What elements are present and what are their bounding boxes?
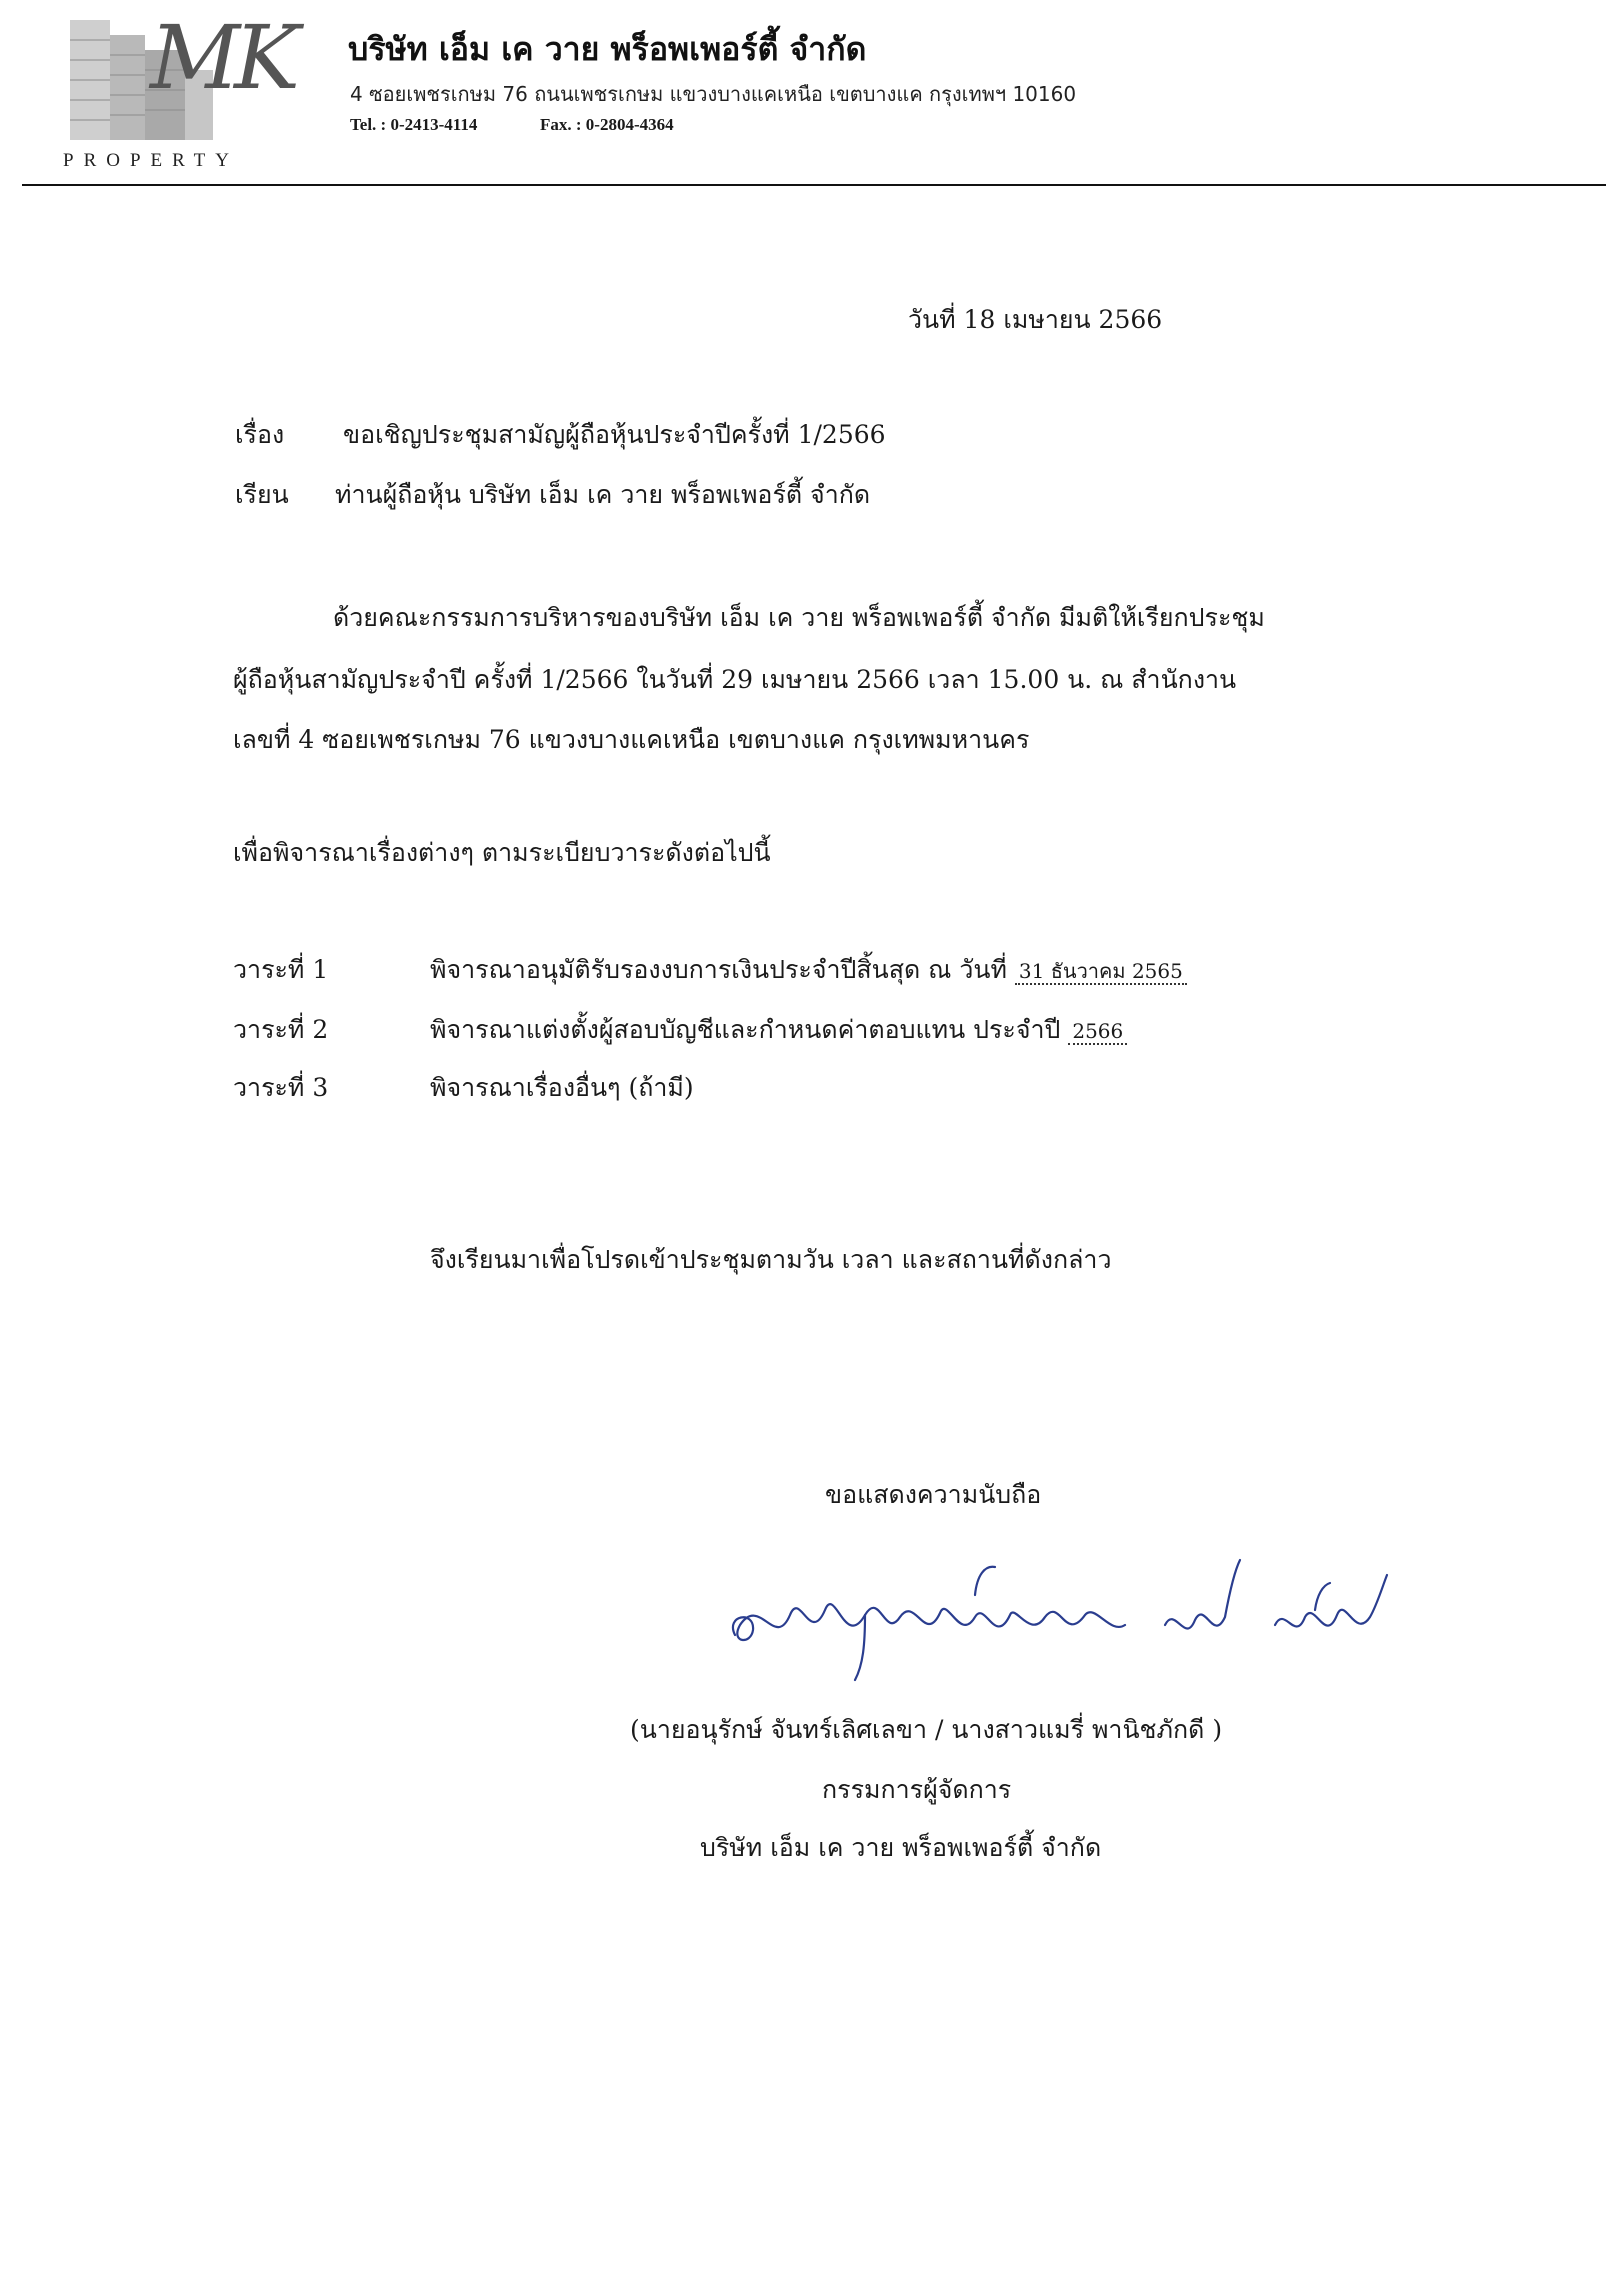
header-divider bbox=[22, 184, 1606, 186]
paragraph-line: เลขที่ 4 ซอยเพชรเกษม 76 แขวงบางแคเหนือ เขตบางแค กรุงเทพมหานคร bbox=[233, 725, 1030, 754]
signatory-title: กรรมการผู้จัดการ bbox=[822, 1775, 1012, 1804]
agenda-item-text: พิจารณาเรื่องอื่นๆ (ถ้ามี) bbox=[430, 1073, 694, 1102]
paragraph-line: ผู้ถือหุ้นสามัญประจำปี ครั้งที่ 1/2566 ในวันที่ 29 เมษายน 2566 เวลา 15.00 น. ณ สำนักงาน bbox=[233, 665, 1237, 694]
paragraph-line: ด้วยคณะกรรมการบริหารของบริษัท เอ็ม เค วาย พร็อพเพอร์ตี้ จำกัด มีมติให้เรียกประชุม bbox=[333, 603, 1265, 632]
company-address: 4 ซอยเพชรเกษม 76 ถนนเพชรเกษม แขวงบางแคเหนือ เขตบางแค กรุงเทพฯ 10160 bbox=[350, 82, 1077, 106]
agenda-item-label: วาระที่ 3 bbox=[233, 1073, 329, 1102]
company-fax: Fax. : 0-2804-4364 bbox=[540, 115, 674, 134]
agenda-item bbox=[430, 950, 1187, 990]
regards-line: ขอแสดงความนับถือ bbox=[825, 1480, 1042, 1509]
agenda-item bbox=[430, 1068, 694, 1108]
agenda-item-label: วาระที่ 2 bbox=[233, 1015, 329, 1044]
agenda-item-text: พิจารณาแต่งตั้งผู้สอบบัญชีและกำหนดค่าตอบแทน ประจำปี bbox=[430, 1015, 1061, 1044]
agenda-item-label: วาระที่ 1 bbox=[233, 955, 329, 984]
letter-date: วันที่ 18 เมษายน 2566 bbox=[908, 305, 1163, 334]
agenda-item bbox=[430, 1010, 1127, 1050]
agenda-item-text: พิจารณาอนุมัติรับรองงบการเงินประจำปีสิ้นสุด ณ วันที่ bbox=[430, 955, 1007, 984]
subject-label: เรื่อง bbox=[235, 420, 285, 449]
recipient-label: เรียน bbox=[235, 480, 289, 509]
company-phone: Tel. : 0-2413-4114 bbox=[350, 115, 478, 134]
subject-text: ขอเชิญประชุมสามัญผู้ถือหุ้นประจำปีครั้งที่ 1/2566 bbox=[343, 420, 886, 449]
signatory-company: บริษัท เอ็ม เค วาย พร็อพเพอร์ตี้ จำกัด bbox=[700, 1833, 1102, 1862]
closing-line: จึงเรียนมาเพื่อโปรดเข้าประชุมตามวัน เวลา และสถานที่ดังกล่าว bbox=[430, 1245, 1112, 1274]
recipient-text: ท่านผู้ถือหุ้น บริษัท เอ็ม เค วาย พร็อพเพอร์ตี้ จำกัด bbox=[335, 480, 871, 509]
signatory-names: (นายอนุรักษ์ จันทร์เลิศเลขา / นางสาวแมรี่ พานิชภักดี ) bbox=[630, 1715, 1223, 1744]
handwritten-signature bbox=[715, 1555, 1395, 1685]
company-name: บริษัท เอ็ม เค วาย พร็อพเพอร์ตี้ จำกัด bbox=[348, 30, 867, 68]
logo-wordmark: PROPERTY bbox=[63, 150, 239, 171]
agenda-item-fill: 2566 bbox=[1068, 1019, 1127, 1045]
agenda-intro: เพื่อพิจารณาเรื่องต่างๆ ตามระเบียบวาระดังต่อไปนี้ bbox=[233, 838, 771, 867]
logo-mark: MK bbox=[150, 6, 294, 109]
company-logo bbox=[55, 6, 305, 171]
agenda-item-fill: 31 ธันวาคม 2565 bbox=[1015, 959, 1187, 985]
